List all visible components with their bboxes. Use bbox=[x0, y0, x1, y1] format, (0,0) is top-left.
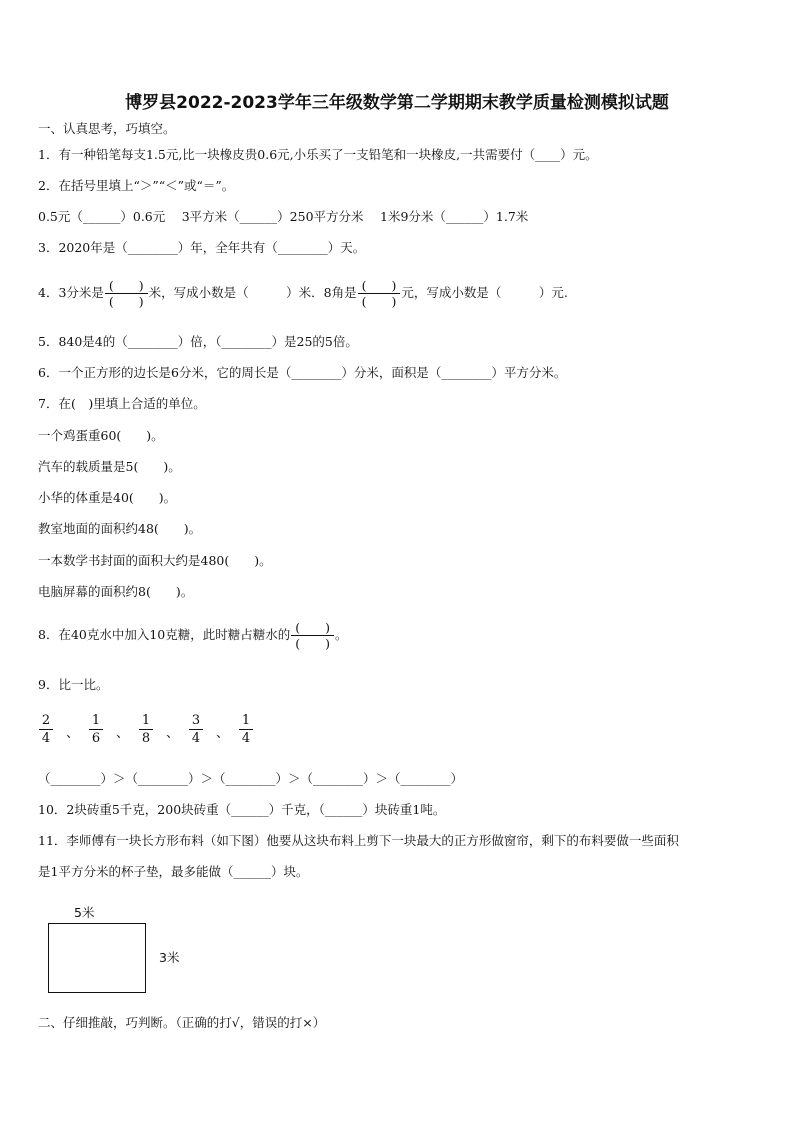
question-9-ordering: （________）＞（________）＞（________）＞（________）＞（________） bbox=[38, 771, 464, 786]
fraction-blank: $\frac{( )}{( )}$ bbox=[291, 620, 334, 651]
question-7-item: 电脑屏幕的面积约8( )。 bbox=[38, 584, 194, 599]
separator: 、 bbox=[166, 726, 180, 741]
question-2-comparisons: 0.5元（______）0.6元 3平方米（______）250平方分米 1米9分米（______）1.7米 bbox=[38, 209, 529, 224]
question-7-item: 一本数学书封面的面积大约是480( )。 bbox=[38, 553, 272, 568]
fraction-blank: $\frac{( )}{( )}$ bbox=[358, 278, 401, 309]
fraction: $\frac{1}{8}$ bbox=[139, 712, 153, 747]
question-7-item: 汽车的载质量是5( )。 bbox=[38, 459, 181, 474]
page-title: 博罗县2022-2023学年三年级数学第二学期期末教学质量检测模拟试题 bbox=[125, 93, 669, 113]
fraction-blank: $\frac{( )}{( )}$ bbox=[105, 278, 148, 309]
question-8-end: 。 bbox=[335, 627, 348, 642]
fraction: $\frac{1}{6}$ bbox=[89, 712, 103, 747]
fraction: $\frac{1}{4}$ bbox=[239, 712, 253, 747]
question-11-line-1: 11．李师傅有一块长方形布料（如下图）他要从这块布料上剪下一块最大的正方形做窗帘，剩下的布料要做一些面积 bbox=[38, 833, 679, 848]
question-5: 5．840是4的（________）倍，（________）是25的5倍。 bbox=[38, 334, 358, 349]
fraction: $\frac{3}{4}$ bbox=[189, 712, 203, 747]
question-1: 1．有一种铅笔每支1.5元,比一块橡皮贵0.6元,小乐买了一支铅笔和一块橡皮,一共需要付（____）元。 bbox=[38, 147, 598, 162]
fraction: $\frac{2}{4}$ bbox=[39, 712, 53, 747]
question-3: 3．2020年是（________）年，全年共有（________）天。 bbox=[38, 240, 366, 255]
rectangle-figure bbox=[48, 923, 146, 993]
figure-height-label: 3米 bbox=[159, 950, 180, 965]
question-4-part-b: 米，写成小数是（ ）米．8角是 bbox=[148, 285, 357, 300]
separator: 、 bbox=[116, 726, 130, 741]
section-heading-1: 一、认真思考，巧填空。 bbox=[38, 121, 176, 136]
question-7-item: 小华的体重是40( )。 bbox=[38, 490, 177, 505]
question-4-part-c: 元，写成小数是（ ）元. bbox=[401, 285, 568, 300]
figure-width-label: 5米 bbox=[74, 905, 95, 920]
question-8-text: 8．在40克水中加入10克糖，此时糖占糖水的 bbox=[38, 627, 291, 642]
question-7: 7．在( )里填上合适的单位。 bbox=[38, 396, 206, 411]
question-7-item: 一个鸡蛋重60( )。 bbox=[38, 428, 164, 443]
question-9: 9．比一比。 bbox=[38, 677, 109, 692]
question-4 bbox=[38, 278, 568, 309]
question-2: 2．在括号里填上“＞”“＜”或“＝”。 bbox=[38, 178, 235, 193]
question-7-item: 教室地面的面积约48( )。 bbox=[38, 521, 202, 536]
question-4-part-a: 4．3分米是 bbox=[38, 285, 104, 300]
separator: 、 bbox=[216, 726, 230, 741]
question-10: 10．2块砖重5千克，200块砖重（______）千克，（______）块砖重1吨。 bbox=[38, 802, 446, 817]
question-11-line-2: 是1平方分米的杯子垫，最多能做（______）块。 bbox=[38, 864, 309, 879]
section-heading-2: 二、仔细推敲，巧判断。（正确的打√，错误的打×） bbox=[38, 1015, 326, 1030]
separator: 、 bbox=[66, 726, 80, 741]
question-6: 6．一个正方形的边长是6分米，它的周长是（________）分米，面积是（________）平方分米。 bbox=[38, 365, 567, 380]
question-8 bbox=[38, 620, 348, 651]
